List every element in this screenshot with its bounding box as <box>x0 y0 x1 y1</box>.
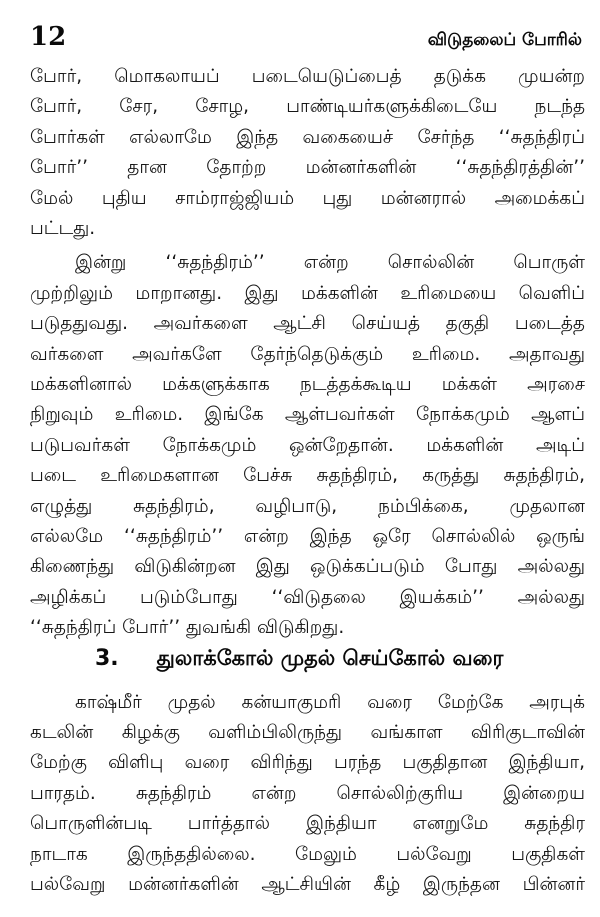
text-line: போர், மொகலாயப் படையெடுப்பைத் தடுக்க முயன்ற <box>30 66 585 87</box>
text-line: பட்டது. <box>30 218 96 239</box>
text-line: பாரதம். சுதந்திரம் என்ற சொல்லிற்குரிய இன்றைய <box>30 783 585 804</box>
section-number: 3. <box>95 645 119 671</box>
text-line: படுததுவது. அவர்களை ஆட்சி செய்யத் தகுதி படைத்த <box>30 313 585 334</box>
text-line: கிணைந்து விடுகின்றன இது ஒடுக்கப்படும் போது அல்லது <box>30 556 585 577</box>
text-line: மக்களினால் மக்களுக்காக நடத்தக்கூடிய மக்கள் அரசை <box>30 374 585 395</box>
text-line: கடலின் கிழக்கு வளிம்பிலிருந்து வங்காள விரிகுடாவின் <box>30 722 585 743</box>
page-number: 12 <box>30 22 67 52</box>
page-header <box>30 22 582 58</box>
text-line: மேற்கு விளிபு வரை விரிந்து பரந்த பகுதிதான இந்தியா, <box>30 752 585 773</box>
text-line: எழுத்து சுதந்திரம், வழிபாடு, நம்பிக்கை, முதலான <box>30 496 585 517</box>
text-line: அழிக்கப் படும்போது ‘‘விடுதலை இயக்கம்’’ அல்லது <box>30 587 585 608</box>
text-line: போர், சேர, சோழ, பாண்டியர்களுக்கிடையே நடந்த <box>30 96 585 117</box>
text-line: பல்வேறு மன்னர்களின் ஆட்சியின் கீழ் இருந்தன பின்னர் <box>30 874 585 895</box>
text-line: மேல் புதிய சாம்ராஜ்ஜியம் புது மன்னரால் அமைக்கப் <box>30 188 585 209</box>
text-line: முற்றிலும் மாறானது. இது மக்களின் உரிமையை வெளிப் <box>30 283 585 304</box>
text-line: ‘‘சுதந்திரப் போர்’’ துவங்கி விடுகிறது. <box>30 617 345 638</box>
text-line: போர்கள் எல்லாமே இந்த வகையைச் சேர்ந்த ‘‘சுதந்திரப் <box>30 127 585 148</box>
text-line: இன்று ‘‘சுதந்திரம்’’ என்ற சொல்லின் பொருள் <box>75 252 585 273</box>
text-line: வர்களை அவர்களே தேர்ந்தெடுக்கும் உரிமை. அதாவது <box>30 344 585 365</box>
text-line: காஷ்மீர் முதல் கன்யாகுமரி வரை மேற்கே அரபுக் <box>75 692 585 713</box>
text-line: பொருளின்படி பார்த்தால் இந்தியா எனறுமே சுதந்திர <box>30 813 585 834</box>
text-line: படுபவர்கள் நோக்கமும் ஒன்றேதான். மக்களின் அடிப் <box>30 435 585 456</box>
text-line: நிறுவும் உரிமை. இங்கே ஆள்பவர்கள் நோக்கமும் ஆளப் <box>30 404 585 425</box>
text-line: நாடாக இருந்ததில்லை. மேலும் பல்வேறு பகுதிகள் <box>30 844 585 865</box>
section-title: துலாக்கோல் முதல் செய்கோல் வரை <box>156 645 504 670</box>
running-head: விடுதலைப் போரில் <box>427 30 582 50</box>
text-line: எல்லமே ‘‘சுதந்திரம்’’ என்ற இந்த ஒரே சொல்லில் ஒருங் <box>30 526 585 547</box>
text-line: படை உரிமைகளான பேச்சு சுதந்திரம், கருத்து சுதந்திரம், <box>30 465 585 486</box>
text-line: போர்’’ தான தோற்ற மன்னர்களின் ‘‘சுதந்திரத்தின்’’ <box>30 157 585 178</box>
section-heading <box>95 646 565 686</box>
